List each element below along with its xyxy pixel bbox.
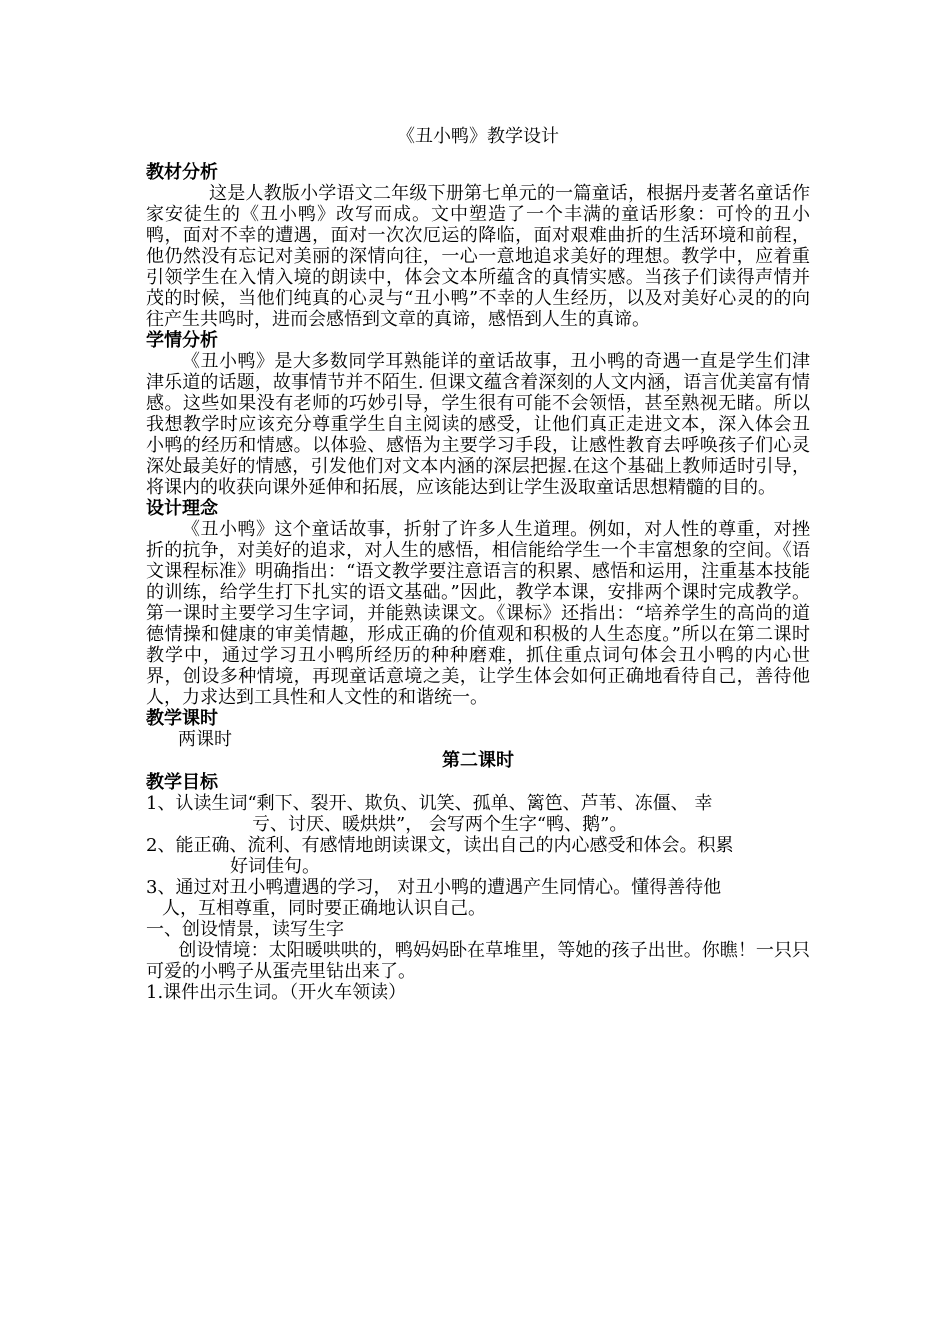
objective-3-line-2: 人，互相尊重，同时要正确地认识自己。 — [162, 898, 486, 919]
objective-2-line-2: 好词佳句。 — [230, 856, 320, 877]
heading-class-hours: 教学课时 — [146, 708, 218, 729]
heading-objectives: 教学目标 — [146, 772, 218, 793]
heading-second-lesson: 第二课时 — [442, 750, 514, 771]
paragraph-design-concept: 《丑小鸭》这个童话故事，折射了许多人生道理。例如，对人性的尊重，对挫折的抗争，对美好的追求，对人生的感悟，相信能给学生一个丰富想象的空间。《语文课程标准》明确指出：“语文教学要注意语言的积累、感悟和运用，注重基本技能的训练，给学生打下扎实的语文基础。”因此，教学本课，安排两个课时完成教学。第一课时主要学习生字词，并能熟读课文。《课标》还指出：“培养学生的高尚的道德情操和健康的审美情趣，形成正确的价值观和积极的人生态度。”所以在第二课时教学中，通过学习丑小鸭所经历的种种磨难，抓住重点词句体会丑小鸭的内心世界，创设多种情境，再现童话意境之美，让学生体会如何正确地看待自己，善待他人，力求达到工具性和人文性的和谐统一。 — [146, 519, 810, 708]
objective-1-line-1: 1、认读生词“剩下、裂开、欺负、讥笑、孤单、篱笆、芦苇、冻僵、 幸 — [146, 793, 713, 814]
paragraph-student-analysis: 《丑小鸭》是大多数同学耳熟能详的童话故事，丑小鸭的奇遇一直是学生们津津乐道的话题，故事情节并不陌生. 但课文蕴含着深刻的人文内涵，语言优美富有情感。这些如果没有老师的巧妙引导，学生很有可能不会领悟，甚至熟视无睹。所以我想教学时应该充分尊重学生自主阅读的感受，让他们真正走进文本，深入体会丑小鸭的经历和情感。以体验、感悟为主要学习手段，让感性教育去呼唤孩子们心灵深处最美好的情感，引发他们对文本内涵的深层把握.在这个基础上教师适时引导，将课内的收获向课外延伸和拓展，应该能达到让学生汲取童话思想精髓的目的。 — [146, 351, 810, 498]
heading-student-analysis: 学情分析 — [146, 330, 218, 351]
objective-2-line-1: 2、能正确、流利、有感情地朗读课文，读出自己的内心感受和体会。积累 — [146, 835, 734, 856]
paragraph-textbook-analysis: 这是人教版小学语文二年级下册第七单元的一篇童话，根据丹麦著名童话作家安徒生的《丑小鸭》改写而成。文中塑造了一个丰满的童话形象：可怜的丑小鸭，面对不幸的遭遇，面对一次次厄运的降临，面对艰难曲折的生活环境和前程，他仍然没有忘记对美丽的深情向往，一心一意地追求美好的理想。教学中，应着重引领学生在入情入境的朗读中，体会文本所蕴含的真情实感。当孩子们读得声情并茂的时候，当他们纯真的心灵与“丑小鸭”不幸的人生经历，以及对美好心灵的的向往产生共鸣时，进而会感悟到文章的真谛，感悟到人生的真谛。 — [146, 183, 810, 330]
paragraph-class-hours: 两课时 — [178, 729, 232, 750]
heading-step-1: 一、创设情景，读写生字 — [146, 919, 344, 940]
objective-1-line-2: 亏、讨厌、暖烘烘”， 会写两个生字“鸭、鹅”。 — [252, 814, 628, 835]
step-1-item-1: 1.课件出示生词。（开火车领读） — [146, 982, 407, 1003]
paragraph-step-1: 创设情境：太阳暖哄哄的，鸭妈妈卧在草堆里，等她的孩子出世。你瞧！一只只可爱的小鸭子从蛋壳里钻出来了。 — [146, 940, 810, 982]
document-page — [146, 126, 810, 1003]
objective-3-line-1: 3、通过对丑小鸭遭遇的学习， 对丑小鸭的遭遇产生同情心。懂得善待他 — [146, 877, 722, 898]
heading-textbook-analysis: 教材分析 — [146, 162, 218, 183]
heading-design-concept: 设计理念 — [146, 498, 218, 519]
document-title: 《丑小鸭》教学设计 — [397, 126, 559, 147]
